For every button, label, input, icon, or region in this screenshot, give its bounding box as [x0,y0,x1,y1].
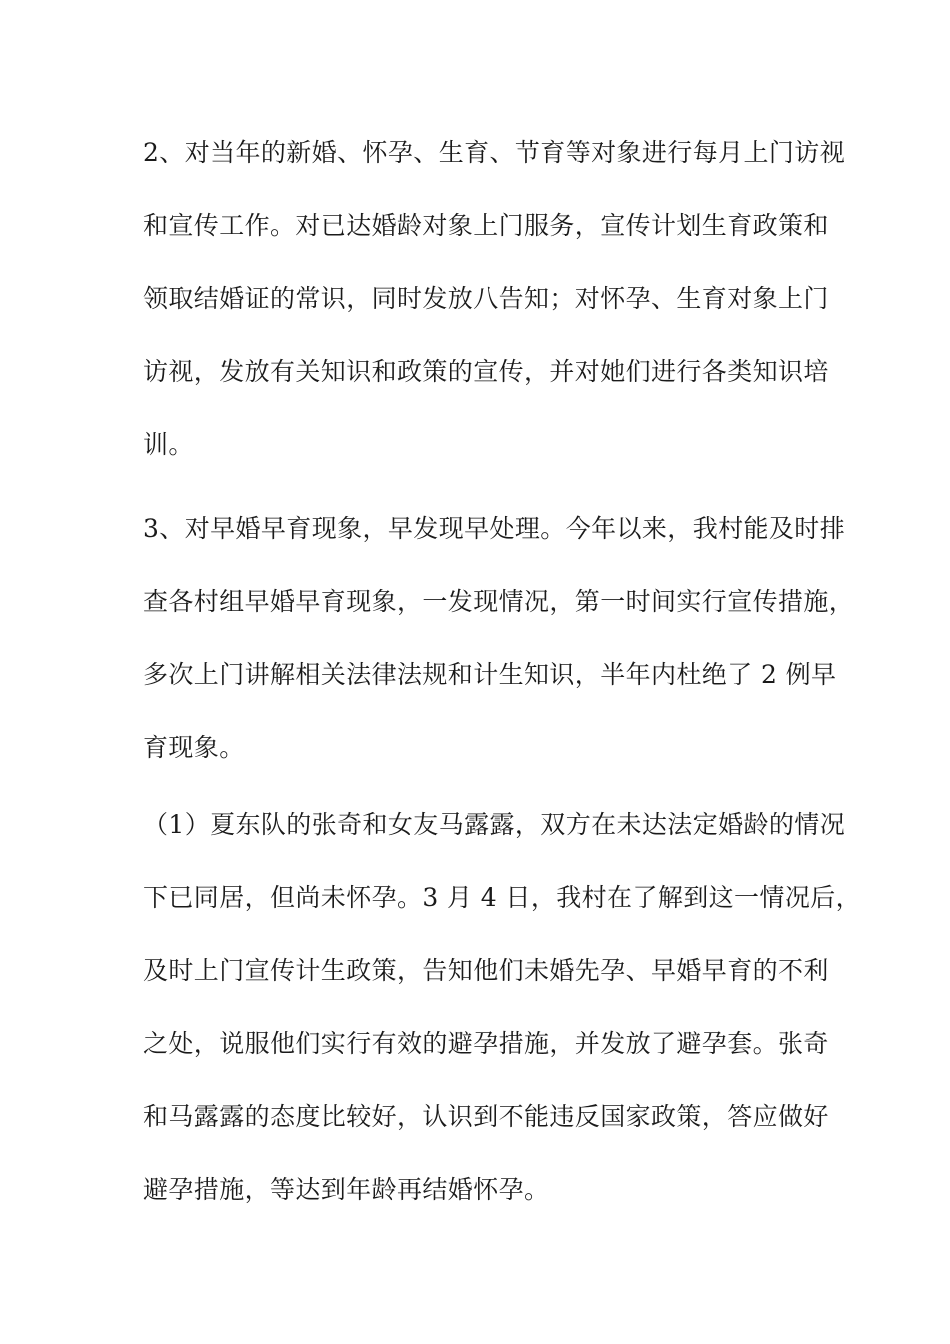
text-line: 领取结婚证的常识，同时发放八告知；对怀孕、生育对象上门 [143,284,829,313]
text-line: 多次上门讲解相关法律法规和计生知识，半年内杜绝了 2 例早 [143,660,837,689]
text-line: 2、对当年的新婚、怀孕、生育、节育等对象进行每月上门访视 [143,138,846,167]
text-line: 之处，说服他们实行有效的避孕措施，并发放了避孕套。张奇 [143,1029,829,1058]
text-line: （1）夏东队的张奇和女友马露露，双方在未达法定婚龄的情况 [143,810,846,839]
text-line: 避孕措施，等达到年龄再结婚怀孕。 [143,1175,550,1204]
text-line: 育现象。 [143,733,245,762]
text-line: 查各村组早婚早育现象，一发现情况，第一时间实行宣传措施， [143,587,855,616]
text-line: 访视，发放有关知识和政策的宣传，并对她们进行各类知识培 [143,357,829,386]
text-line: 和马露露的态度比较好，认识到不能违反国家政策，答应做好 [143,1102,829,1131]
text-line: 和宣传工作。对已达婚龄对象上门服务，宣传计划生育政策和 [143,211,829,240]
text-line: 下已同居，但尚未怀孕。3 月 4 日，我村在了解到这一情况后， [143,883,862,912]
text-line: 3、对早婚早育现象，早发现早处理。今年以来，我村能及时排 [143,514,846,543]
text-line: 及时上门宣传计生政策，告知他们未婚先孕、早婚早育的不利 [143,956,829,985]
text-line: 训。 [143,430,194,459]
